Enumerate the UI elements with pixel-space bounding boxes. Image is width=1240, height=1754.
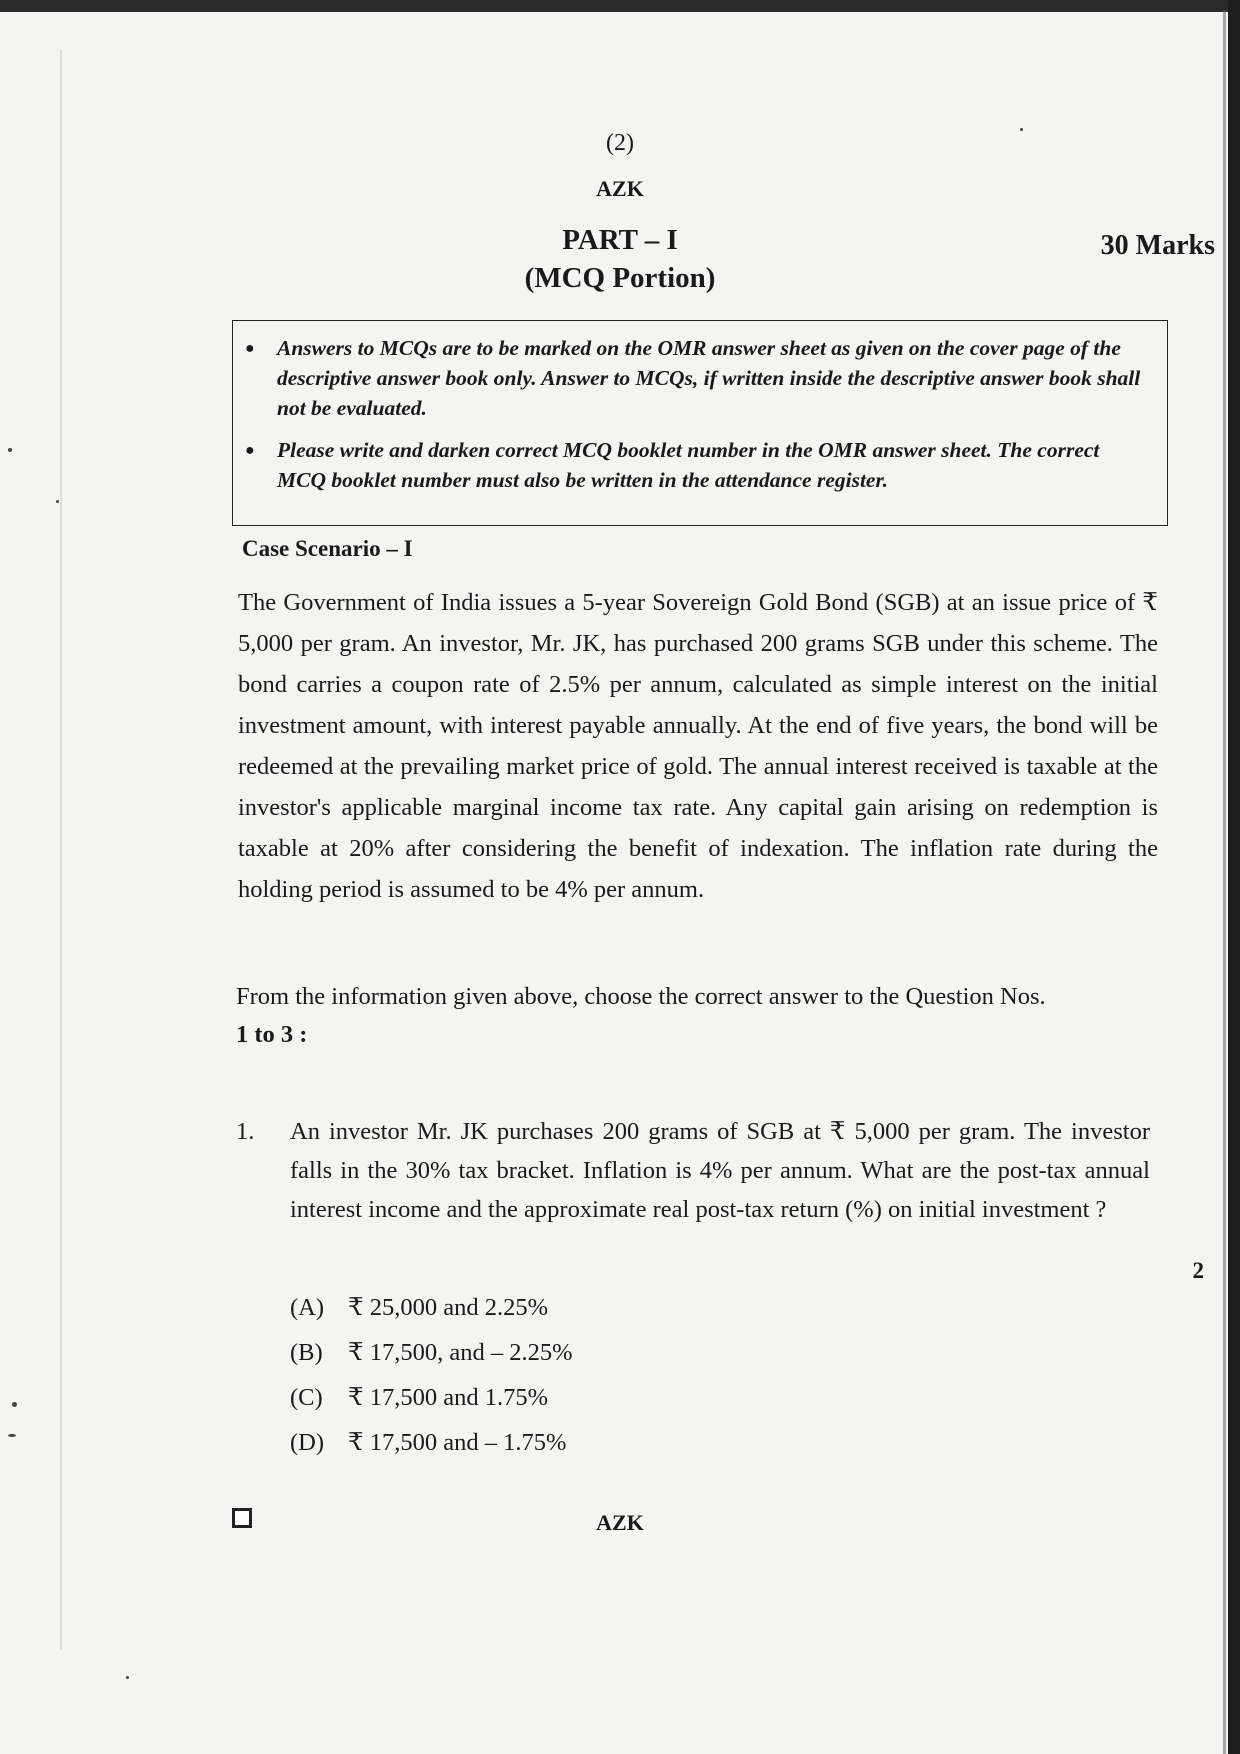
question-range: 1 to 3 : (236, 1021, 308, 1048)
scan-speck (56, 500, 59, 503)
paper-code-footer: AZK (596, 1510, 644, 1535)
option-text: ₹ 17,500 and – 1.75% (348, 1429, 567, 1456)
scan-speck (8, 1434, 16, 1437)
option-label: (B) (290, 1339, 323, 1366)
option-b (290, 1333, 573, 1372)
section-marks: 30 Marks (1100, 230, 1215, 261)
question-number: 1. (236, 1118, 255, 1145)
case-instruction (236, 978, 1156, 1054)
section-subtitle: (MCQ Portion) (524, 262, 716, 294)
case-text: The Government of India issues a 5-year Sovereign Gold Bond (SGB) at an issue price of ₹ 5,000 per gram. An investor, Mr. JK, has purchased 200 grams SGB under this scheme. The bond carries a coupon rate of 2.5% per annum, calculated as simple interest on the initial investment amount, with interest payable annually. At the end of five years, the bond will be redeemed at the prevailing market price of gold. The annual interest received is taxable at the investor's applicable marginal income tax rate. Any capital gain arising on redemption is taxable at 20% after considering the benefit of indexation. The inflation rate during the holding period is assumed to be 4% per annum. (238, 589, 1158, 903)
question-text: An investor Mr. JK purchases 200 grams of SGB at ₹ 5,000 per gram. The investor falls in the 30% tax bracket. Inflation is 4% per annum. What are the post-tax annual interest income and the approximate real post-tax return (%) on initial investment ? (290, 1118, 1150, 1223)
case-instruction-text: From the information given above, choose the correct answer to the Question Nos. (236, 983, 1046, 1010)
option-text: ₹ 17,500 and 1.75% (348, 1384, 548, 1411)
option-text: ₹ 25,000 and 2.25% (348, 1294, 548, 1321)
instruction-text: Please write and darken correct MCQ booklet number in the OMR answer sheet. The correct MCQ booklet number must also be written in the attendance register. (277, 438, 1100, 492)
scan-speck (126, 1676, 129, 1679)
instruction-text: Answers to MCQs are to be marked on the OMR answer sheet as given on the cover page of the descriptive answer book only. Answer to MCQs, if written inside the descriptive answer book shall not be evaluated. (277, 336, 1141, 420)
option-a (290, 1288, 548, 1327)
instructions-box (232, 320, 1168, 526)
option-label: (D) (290, 1429, 325, 1456)
option-d (290, 1423, 566, 1462)
page-number: (2) (606, 130, 634, 156)
option-c (290, 1378, 548, 1417)
option-text: ₹ 17,500, and – 2.25% (348, 1339, 573, 1366)
bullet-icon: ● (245, 442, 255, 459)
paper-code-top: AZK (596, 176, 644, 201)
scan-speck (12, 1402, 17, 1407)
case-title: Case Scenario – I (242, 536, 413, 561)
scan-speck (8, 448, 12, 452)
instruction-item (245, 333, 1153, 423)
option-label: (A) (290, 1294, 325, 1321)
question-marks: 2 (1192, 1258, 1204, 1283)
scan-speck (1020, 128, 1023, 131)
option-label: (C) (290, 1384, 323, 1411)
part-title: PART – I (562, 224, 678, 256)
bullet-icon: ● (245, 340, 255, 357)
instruction-item (245, 435, 1153, 495)
